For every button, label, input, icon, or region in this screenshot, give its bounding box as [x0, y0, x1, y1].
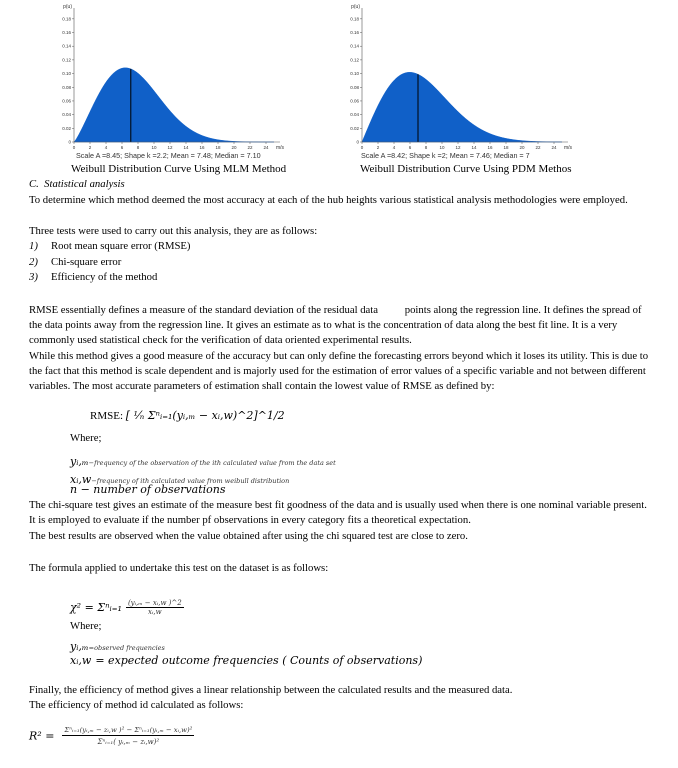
chart-mlm-params: Scale A =8.45; Shape k =2.2; Mean = 7.48; Median = 7.10 — [76, 151, 261, 160]
chart-mlm — [56, 6, 306, 161]
y-tick-label: 0.02 — [350, 125, 359, 131]
chi-formula — [70, 598, 184, 616]
chart-pdm — [344, 6, 594, 161]
eff-formula-fraction — [62, 726, 194, 746]
list-item — [29, 271, 157, 283]
x-tick-label: 24 — [551, 145, 557, 150]
intro-paragraph: To determine which method deemed the most accuracy at each of the hub heights various statistical analysis methodologies were employed. — [29, 194, 628, 206]
chart-pdm-svg — [344, 6, 594, 156]
y-tick-label: 0.04 — [350, 112, 359, 118]
rmse-def-2-text: −frequency of ith calculated value from weibull distribution — [91, 477, 290, 485]
y-axis-label: p(u) — [351, 4, 360, 10]
x-tick-label: 20 — [519, 145, 525, 150]
y-tick-label: 0.16 — [350, 30, 359, 36]
y-tick-label: 0.10 — [350, 71, 359, 77]
x-tick-label: 8 — [424, 145, 428, 150]
y-tick-label: 0 — [356, 139, 359, 145]
x-tick-label: 12 — [455, 145, 461, 150]
y-tick-label: 0.12 — [62, 57, 71, 63]
section-heading — [29, 178, 125, 190]
section-title: Statistical analysis — [44, 178, 125, 190]
y-tick-label: 0.08 — [62, 84, 71, 90]
list-item-text: Efficiency of the method — [51, 271, 158, 283]
chart-pdm-caption: Weibull Distribution Curve Using PDM Methos — [360, 163, 572, 175]
x-tick-label: 6 — [408, 145, 412, 150]
weibull-area — [362, 72, 562, 142]
chart-mlm-caption: Weibull Distribution Curve Using MLM Method — [71, 163, 287, 175]
y-tick-label: 0.06 — [62, 98, 71, 104]
list-item-text: Root mean square error (RMSE) — [51, 240, 191, 252]
x-tick-label: 4 — [392, 145, 396, 150]
list-item — [29, 256, 121, 268]
x-tick-label: 16 — [487, 145, 493, 150]
y-tick-label: 0.18 — [350, 16, 359, 22]
x-tick-label: 22 — [247, 145, 253, 150]
chi-formula-numerator: (yᵢ,ₘ − xᵢ,w )^2 — [127, 598, 182, 607]
rmse-paragraph-1: RMSE essentially defines a measure of the standard deviation of the residual data points along the regression line. It defines the spread of the data points away from the regression line. It gives an estimate as to what is the concentration of data along the best fit line. It is a very commonly used statistical check for the verification of data oriented experimental results. — [29, 304, 645, 346]
y-tick-label: 0.14 — [62, 43, 71, 49]
rmse-def-1-symbol: yᵢ,ₘ — [70, 455, 89, 468]
list-item-text: Chi-square error — [51, 256, 122, 268]
chi-def-1-text: =observed frequencies — [88, 644, 165, 652]
x-tick-label: 18 — [215, 145, 221, 150]
y-tick-label: 0.10 — [62, 71, 71, 77]
y-tick-label: 0.18 — [62, 16, 71, 22]
x-tick-label: 0 — [360, 145, 364, 150]
y-axis-label: p(u) — [63, 4, 72, 10]
y-tick-label: 0.14 — [350, 43, 359, 49]
y-tick-label: 0 — [68, 139, 71, 145]
chi-paragraph-1: The chi-square test gives an estimate of the measure best fit goodness of the data and is usually used when there is one nominal variable present. It is employed to evaluate if the number pf observations in every category fits a theoretical expectation. — [29, 499, 647, 526]
x-tick-label: 6 — [120, 145, 124, 150]
x-tick-label: 18 — [503, 145, 509, 150]
eff-formula-denominator: Σⁿᵢ₌₁( yᵢ,ₘ − zᵢ,w)² — [97, 738, 160, 746]
x-axis-label: m/s — [276, 145, 285, 151]
x-tick-label: 8 — [136, 145, 140, 150]
chi-def-2 — [70, 651, 422, 669]
y-tick-label: 0.16 — [62, 30, 71, 36]
x-tick-label: 0 — [72, 145, 76, 150]
eff-formula-numerator: Σⁿᵢ₌₁(yᵢ,ₘ − zᵢ,w )² − Σⁿᵢ₌₁(yᵢ,ₘ − xᵢ,w)² — [64, 726, 193, 734]
x-tick-label: 24 — [263, 145, 269, 150]
rmse-def-1 — [70, 452, 336, 470]
list-item-number: 1) — [29, 240, 38, 252]
list-item-number: 2) — [29, 256, 38, 268]
chart-mlm-svg — [56, 6, 306, 156]
y-tick-label: 0.12 — [350, 57, 359, 63]
section-label: C. — [29, 178, 39, 190]
x-tick-label: 10 — [151, 145, 157, 150]
y-tick-label: 0.04 — [62, 112, 71, 118]
x-tick-label: 14 — [471, 145, 477, 150]
x-tick-label: 20 — [231, 145, 237, 150]
rmse-formula-label: RMSE: — [90, 410, 124, 422]
x-tick-label: 2 — [376, 145, 380, 150]
list-item — [29, 240, 191, 252]
y-tick-label: 0.02 — [62, 125, 71, 131]
rmse-def-2-symbol: xᵢ,w — [70, 473, 92, 486]
list-item-number: 3) — [29, 271, 38, 283]
chi-def-1-symbol: yᵢ,ₘ — [70, 640, 89, 653]
x-tick-label: 2 — [88, 145, 92, 150]
chi-paragraph-2: The best results are observed when the value obtained after using the chi squared test are close to zero. — [29, 530, 468, 542]
chart-pdm-params: Scale A =8.42; Shape k =2; Mean = 7.46; Median = 7 — [361, 151, 530, 160]
rmse-where: Where; — [70, 432, 102, 444]
rmse-def-3: n − number of observations — [70, 483, 226, 496]
eff-paragraph-1: Finally, the efficiency of method gives a linear relationship between the calculated results and the measured data. — [29, 684, 513, 696]
rmse-formula-body: [ ¹⁄ₙ Σⁿᵢ₌₁(yᵢ,ₘ − xᵢ,w)^2]^1/2 — [125, 409, 285, 422]
x-tick-label: 10 — [439, 145, 445, 150]
chi-paragraph-3: The formula applied to undertake this test on the dataset is as follows: — [29, 562, 329, 574]
weibull-area — [74, 68, 274, 142]
x-axis-label: m/s — [564, 145, 573, 151]
rmse-formula — [90, 409, 285, 422]
chi-formula-denominator: xᵢ,w — [148, 607, 162, 616]
x-tick-label: 14 — [183, 145, 189, 150]
eff-formula — [29, 726, 194, 746]
chi-def-2-text: = expected outcome frequencies ( Counts of observations) — [95, 654, 423, 667]
intro-tests-paragraph: Three tests were used to carry out this analysis, they are as follows: — [29, 225, 318, 237]
eff-formula-lhs: R² = — [29, 729, 55, 743]
chi-formula-lhs: χ² = Σⁿᵢ₌₁ — [70, 600, 122, 614]
chi-def-2-symbol: xᵢ,w — [70, 654, 92, 667]
x-tick-label: 16 — [199, 145, 205, 150]
y-tick-label: 0.08 — [350, 84, 359, 90]
rmse-paragraph-2: While this method gives a good measure of the accuracy but can only define the forecasting errors beyond which it loses its utility. This is due to the fact that this method is scale dependent and is majorly used for the estimation of error values of a specific variable and not between different variables. The most accurate parameters of estimation shall contain the lowest value of RMSE as defined by: — [29, 350, 649, 392]
rmse-def-1-text: −frequency of the observation of the ith calculated value from the data set — [88, 459, 336, 467]
y-tick-label: 0.06 — [350, 98, 359, 104]
x-tick-label: 12 — [167, 145, 173, 150]
x-tick-label: 4 — [104, 145, 108, 150]
eff-paragraph-2: The efficiency of method id calculated as follows: — [29, 699, 244, 711]
x-tick-label: 22 — [535, 145, 541, 150]
chi-where: Where; — [70, 620, 102, 632]
chi-formula-fraction — [126, 599, 184, 616]
